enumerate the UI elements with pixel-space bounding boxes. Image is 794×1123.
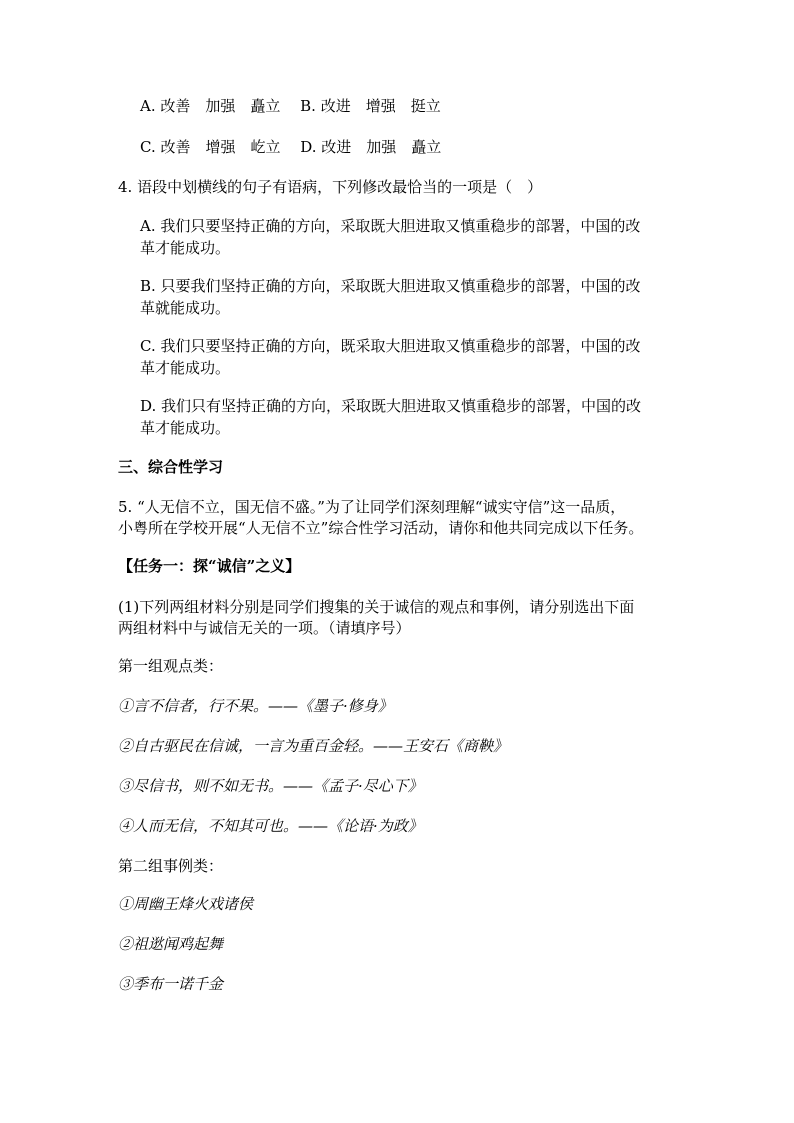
- group-2-label: 第二组事例类：: [118, 857, 224, 875]
- option-cd: C. 改善 增强 屹立 D. 改进 加强 矗立: [140, 138, 442, 156]
- subquestion-1-line-2: 两组材料中与诚信无关的一项。（请填序号）: [118, 619, 411, 637]
- question-5-line-2: 小粤所在学校开展“人无信不立”综合性学习活动，请你和他共同完成以下任务。: [118, 519, 644, 537]
- task-one-heading: 【任务一：探“诚信”之义】: [118, 557, 301, 575]
- section-heading: 三、综合性学习: [118, 458, 224, 476]
- question-4-option-d: D. 我们只有坚持正确的方向，采取既大胆进取又慎重稳步的部署，中国的改: [140, 397, 642, 415]
- question-5-line-1: 5. “人无信不立，国无信不盛。”为了让同学们深刻理解“诚实守信”这一品质，: [118, 498, 626, 516]
- question-4-option-a: A. 我们只要坚持正确的方向，采取既大胆进取又慎重稳步的部署，中国的改: [140, 217, 641, 235]
- question-4-option-c: C. 我们只要坚持正确的方向，既采取大胆进取又慎重稳步的部署，中国的改: [140, 337, 641, 355]
- group-2-item-3: ③季布一诺千金: [118, 975, 224, 993]
- question-4-option-a-cont: 革才能成功。: [140, 239, 231, 257]
- subquestion-1-line-1: (1)下列两组材料分别是同学们搜集的关于诚信的观点和事例，请分别选出下面: [118, 598, 635, 616]
- group-1-item-1: ①言不信者，行不果。——《墨子·修身》: [118, 697, 393, 715]
- question-4-option-c-cont: 革才能成功。: [140, 359, 231, 377]
- group-1-item-3: ③尽信书，则不如无书。——《孟子·尽心下》: [118, 777, 423, 795]
- group-2-item-1: ①周幽王烽火戏诸侯: [118, 895, 254, 913]
- group-1-item-2: ②自古驱民在信诚，一言为重百金轻。——王安石《商鞅》: [118, 737, 509, 755]
- question-4-option-d-cont: 革才能成功。: [140, 419, 231, 437]
- group-1-item-4: ④人而无信，不知其可也。——《论语·为政》: [118, 817, 423, 835]
- group-1-label: 第一组观点类：: [118, 657, 224, 675]
- question-4-stem: 4. 语段中划横线的句子有语病，下列修改最恰当的一项是（ ）: [118, 178, 543, 196]
- question-4-option-b-cont: 革就能成功。: [140, 299, 231, 317]
- option-ab: A. 改善 加强 矗立 B. 改进 增强 挺立: [140, 97, 441, 115]
- question-4-option-b: B. 只要我们坚持正确的方向，采取既大胆进取又慎重稳步的部署，中国的改: [140, 277, 641, 295]
- group-2-item-2: ②祖逖闻鸡起舞: [118, 935, 224, 953]
